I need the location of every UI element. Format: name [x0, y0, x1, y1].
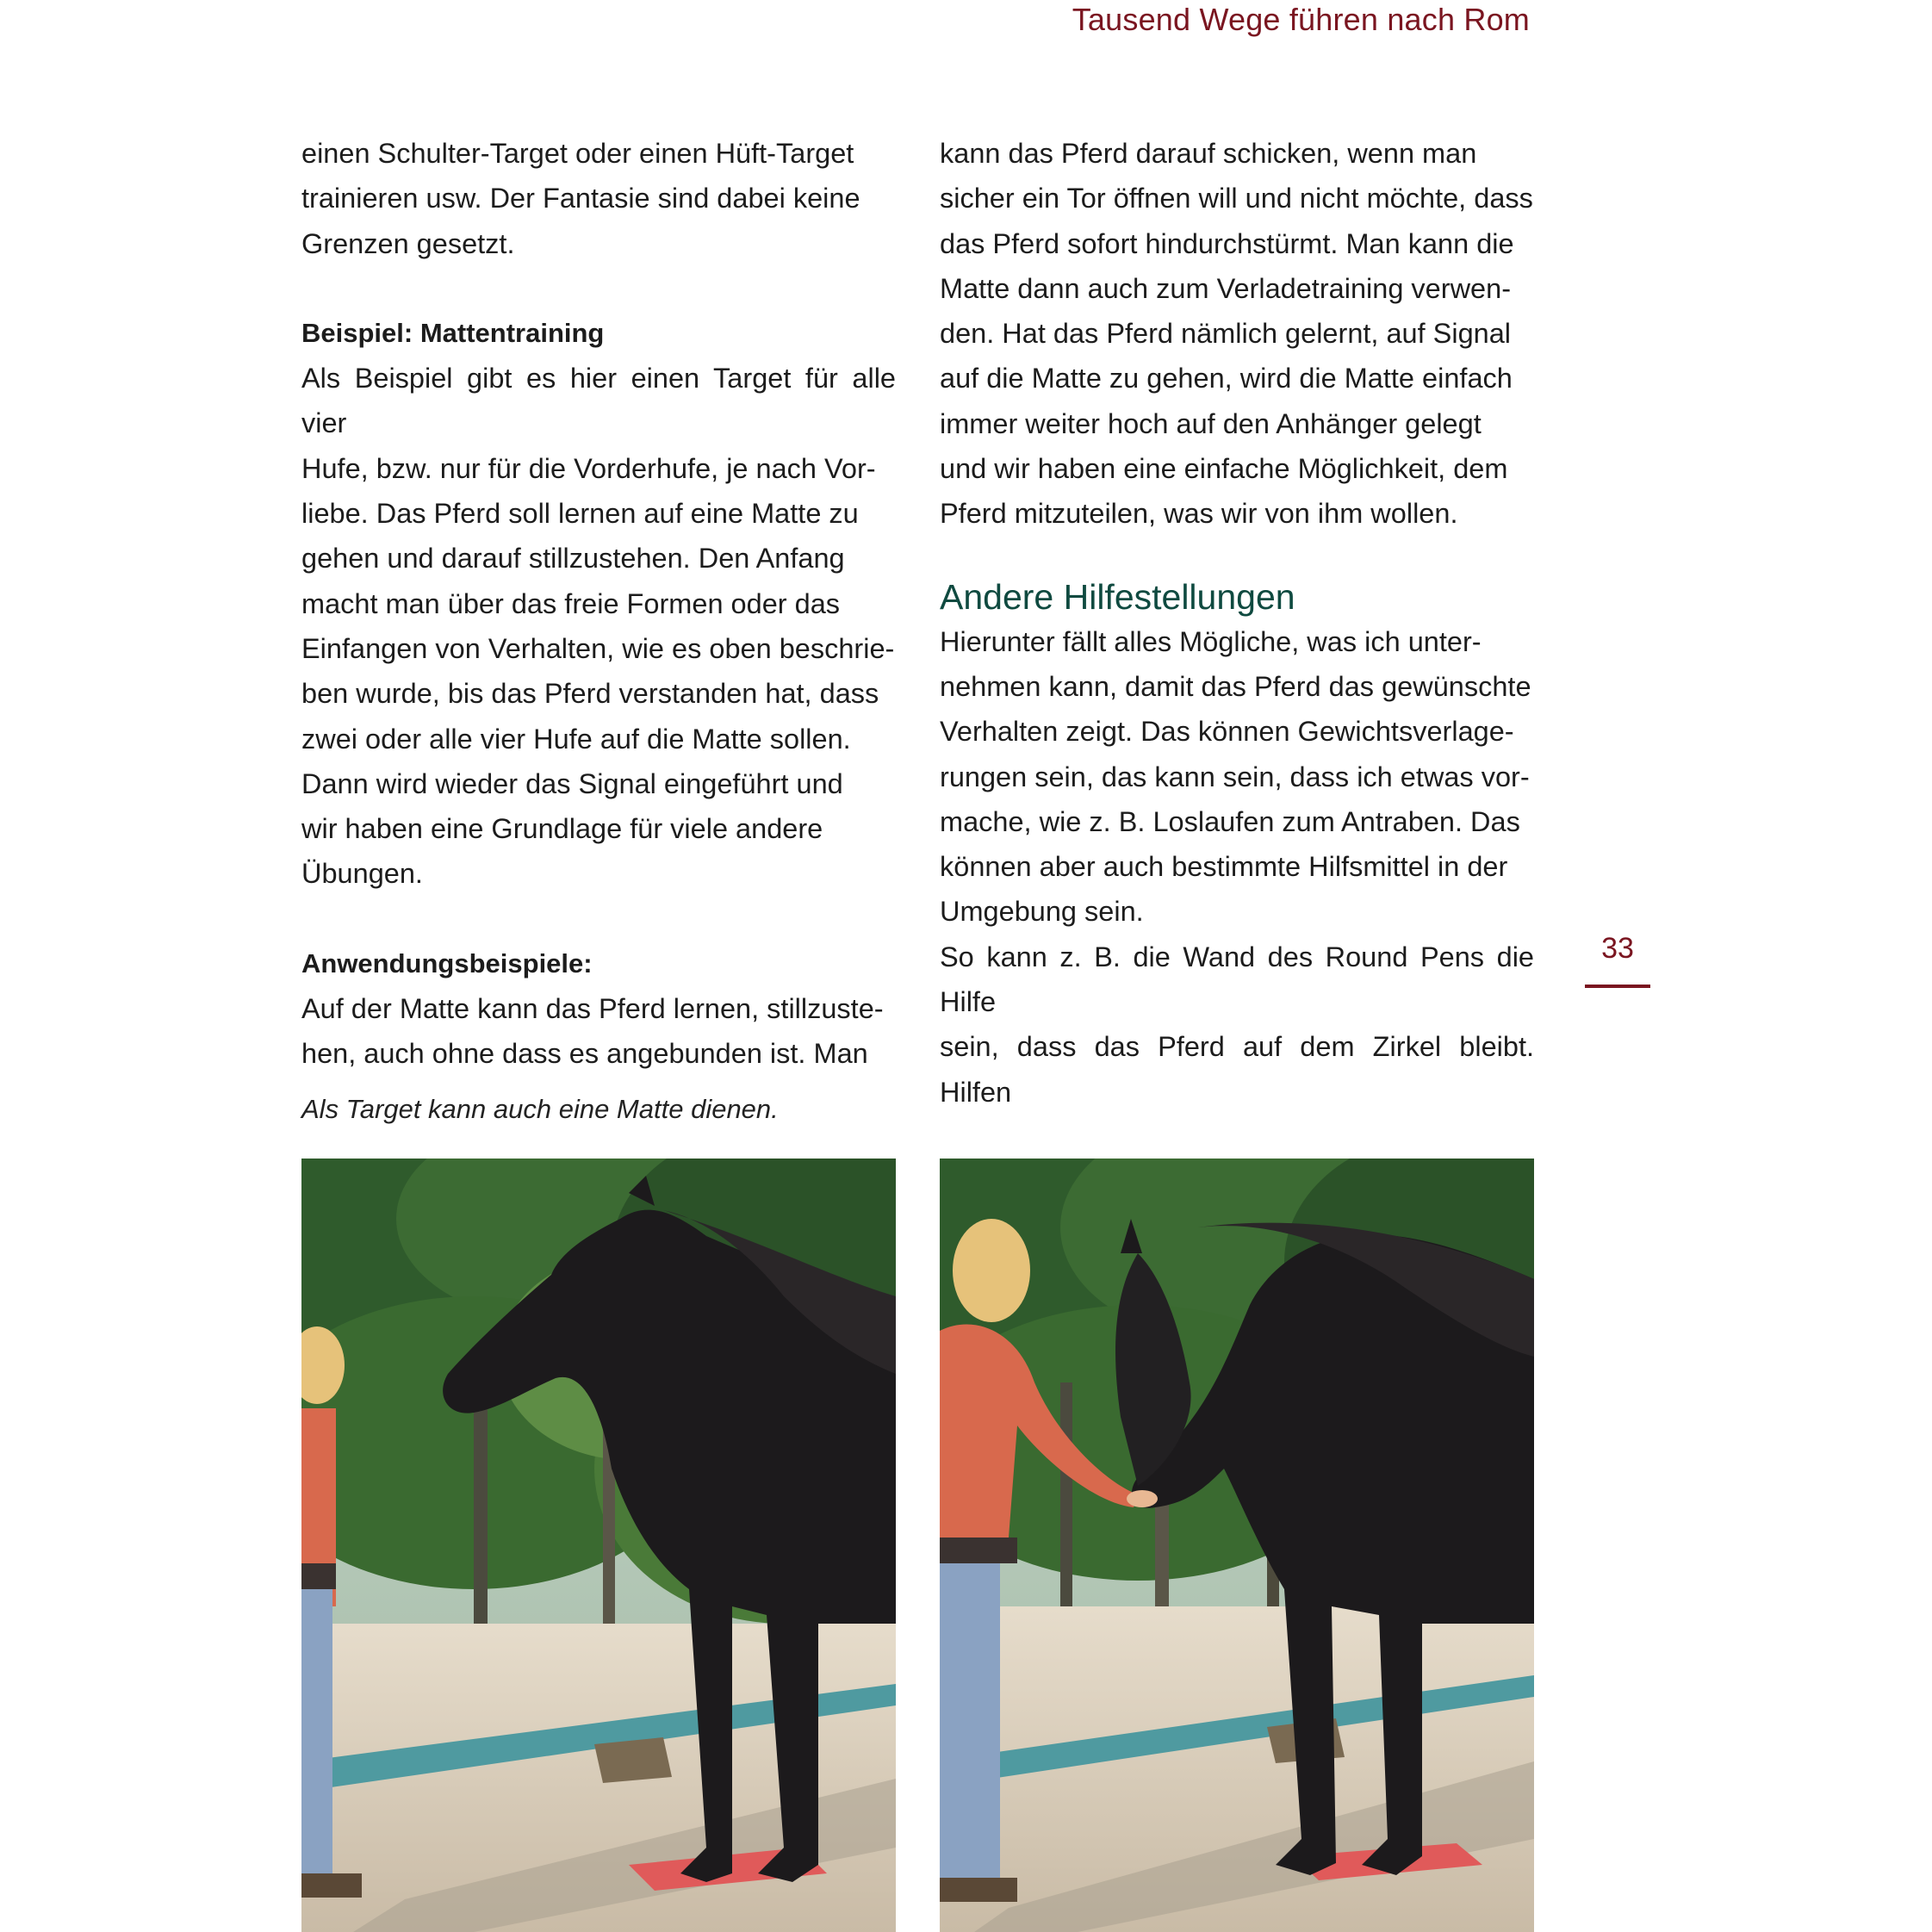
- body-line: immer weiter hoch auf den Anhänger gelegt: [940, 407, 1482, 439]
- page-number-rule: [1585, 985, 1650, 988]
- body-line: Verhalten zeigt. Das können Gewichtsverlage-: [940, 716, 1514, 748]
- running-title: Tausend Wege führen nach Rom: [1072, 2, 1530, 37]
- body-line: mache, wie z. B. Loslaufen zum Antraben. Das: [940, 805, 1520, 837]
- photo-horse-on-mat-1-graphic: [301, 1159, 896, 1932]
- body-line: sicher ein Tor öffnen will und nicht möchte, dass: [940, 183, 1533, 214]
- body-line: hen, auch ohne dass es angebunden ist. Man: [301, 1038, 868, 1070]
- left-column: [301, 131, 896, 1077]
- body-line: Hufe, bzw. nur für die Vorderhufe, je nach Vor-: [301, 452, 876, 484]
- body-line: trainieren usw. Der Fantasie sind dabei keine: [301, 183, 860, 214]
- body-line: den. Hat das Pferd nämlich gelernt, auf Signal: [940, 318, 1512, 350]
- body-line: liebe. Das Pferd soll lernen auf eine Matte zu: [301, 498, 859, 530]
- body-line: Umgebung sein.: [940, 896, 1144, 928]
- body-line: Pferd mitzuteilen, was wir von ihm wollen.: [940, 498, 1458, 530]
- body-line: So kann z. B. die Wand des Round Pens die Hilfe: [940, 941, 1534, 1018]
- body-line: Auf der Matte kann das Pferd lernen, stillzuste-: [301, 993, 884, 1025]
- body-line: Als Beispiel gibt es hier einen Target für alle vier: [301, 363, 896, 439]
- right-column: [940, 131, 1534, 1115]
- body-line: nehmen kann, damit das Pferd das gewünschte: [940, 670, 1531, 702]
- body-line: und wir haben eine einfache Möglichkeit, dem: [940, 453, 1508, 485]
- body-line: rungen sein, das kann sein, dass ich etwas vor-: [940, 761, 1530, 792]
- body-line: Übungen.: [301, 858, 423, 890]
- subheading-example: Beispiel: Mattentraining: [301, 317, 605, 348]
- body-line: kann das Pferd darauf schicken, wenn man: [940, 138, 1477, 169]
- body-line: auf die Matte zu gehen, wird die Matte einfach: [940, 363, 1513, 394]
- figure-caption: Als Target kann auch eine Matte dienen.: [301, 1094, 779, 1124]
- photo-horse-on-mat-1: [301, 1159, 896, 1932]
- body-line: einen Schulter-Target oder einen Hüft-Target: [301, 138, 854, 169]
- page-number: 33: [1601, 932, 1634, 965]
- body-line: können aber auch bestimmte Hilfsmittel in der: [940, 851, 1508, 883]
- body-line: macht man über das freie Formen oder das: [301, 587, 841, 619]
- subheading-applications: Anwendungsbeispiele:: [301, 947, 593, 978]
- body-line: das Pferd sofort hindurchstürmt. Man kann die: [940, 227, 1514, 259]
- body-line: Matte dann auch zum Verladetraining verwen-: [940, 272, 1512, 304]
- body-line: sein, dass das Pferd auf dem Zirkel bleibt. Hilfen: [940, 1031, 1534, 1108]
- body-line: ben wurde, bis das Pferd verstanden hat, dass: [301, 678, 879, 710]
- photo-horse-on-mat-2: [940, 1159, 1534, 1932]
- body-line: Dann wird wieder das Signal eingeführt und: [301, 767, 843, 799]
- body-line: Hierunter fällt alles Mögliche, was ich unter-: [940, 625, 1482, 657]
- body-line: gehen und darauf stillzustehen. Den Anfang: [301, 543, 845, 575]
- body-line: zwei oder alle vier Hufe auf die Matte sollen.: [301, 723, 851, 755]
- photo-horse-on-mat-2-graphic: [940, 1159, 1534, 1932]
- body-line: Grenzen gesetzt.: [301, 227, 515, 259]
- body-line: wir haben eine Grundlage für viele andere: [301, 813, 823, 845]
- section-heading: Andere Hilfestellungen: [940, 576, 1295, 617]
- body-line: Einfangen von Verhalten, wie es oben beschrie-: [301, 632, 895, 664]
